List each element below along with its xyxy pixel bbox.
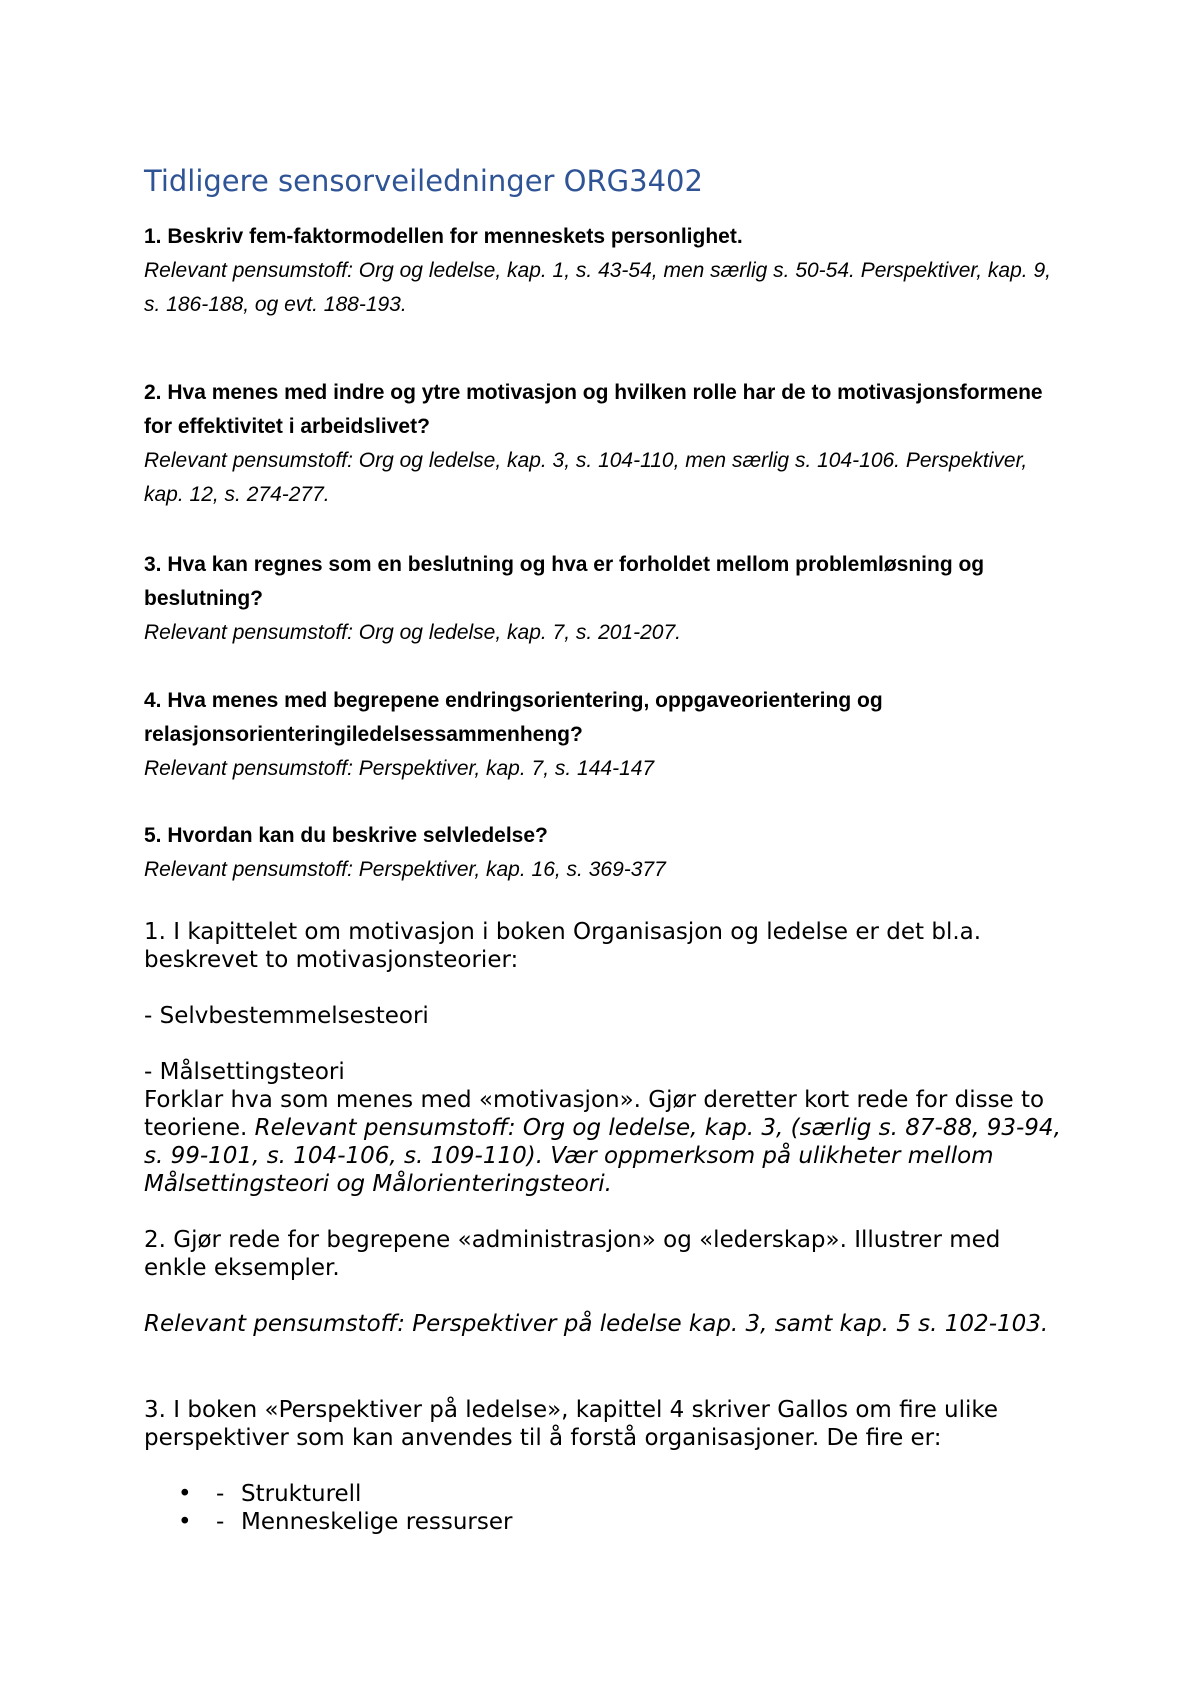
- section2-q1-body: [144, 1086, 1064, 1198]
- section2-question-3: [144, 1396, 1064, 1536]
- page-title: Tidligere sensorveiledninger ORG3402: [144, 164, 703, 198]
- bullet-text: Strukturell: [241, 1481, 362, 1507]
- section2-q3-bullet-list: [144, 1480, 1064, 1536]
- section2-q1-item-2: - Målsettingsteori: [144, 1059, 345, 1085]
- question-reference: Relevant pensumstoff: Perspektiver, kap. 16, s. 369-377: [144, 858, 666, 881]
- section2-q3-text: 3. I boken «Perspektiver på ledelse», kapittel 4 skriver Gallos om fire ulike perspektiver som kan anvendes til å forstå organisasjoner. De fire er:: [144, 1397, 999, 1451]
- question-reference: Relevant pensumstoff: Perspektiver, kap. 7, s. 144-147: [144, 757, 655, 780]
- question-reference: Relevant pensumstoff: Org og ledelse, kap. 1, s. 43-54, men særlig s. 50-54. Perspektiver, kap. 9, s. 186-188, og evt. 188-193.: [144, 259, 1051, 316]
- bullet-text: Menneskelige ressurser: [241, 1509, 513, 1535]
- section2-q2-reference: Relevant pensumstoff: Perspektiver på ledelse kap. 3, samt kap. 5 s. 102-103.: [144, 1311, 1049, 1337]
- bullet-dot-icon: •: [178, 1509, 192, 1535]
- section2-question-1: [144, 918, 1064, 1198]
- list-item: [144, 1480, 1064, 1508]
- section2-q1-task: Forklar hva som menes med «motivasjon». Gjør deretter kort rede for disse to teoriene.: [144, 1087, 1045, 1141]
- question-text: 3. Hva kan regnes som en beslutning og hva er forholdet mellom problemløsning og beslutning?: [144, 553, 985, 610]
- bullet-dash: -: [216, 1509, 225, 1535]
- section2-q2-text: 2. Gjør rede for begrepene «administrasjon» og «lederskap». Illustrer med enkle eksempler.: [144, 1227, 1001, 1281]
- question-block-2: [144, 376, 1064, 512]
- question-block-3: [144, 548, 1064, 650]
- question-block-4: [144, 684, 1064, 786]
- section2-question-2: [144, 1226, 1064, 1338]
- question-text: 2. Hva menes med indre og ytre motivasjon og hvilken rolle har de to motivasjonsformene for effektivitet i arbeidslivet?: [144, 381, 1043, 438]
- list-item: [144, 1508, 1064, 1536]
- question-reference: Relevant pensumstoff: Org og ledelse, kap. 7, s. 201-207.: [144, 621, 681, 644]
- question-text: 4. Hva menes med begrepene endringsorientering, oppgaveorientering og relasjonsorienteringiledelsessammenheng?: [144, 689, 883, 746]
- question-text: 1. Beskriv fem-faktormodellen for menneskets personlighet.: [144, 225, 743, 248]
- bullet-dash: -: [216, 1481, 225, 1507]
- section2-q1-item-1: - Selvbestemmelsesteori: [144, 1003, 429, 1029]
- section2-q1-intro: 1. I kapittelet om motivasjon i boken Organisasjon og ledelse er det bl.a. beskrevet to motivasjonsteorier:: [144, 919, 982, 973]
- question-block-5: [144, 819, 1064, 887]
- question-text: 5. Hvordan kan du beskrive selvledelse?: [144, 824, 548, 847]
- question-block-1: [144, 220, 1064, 322]
- question-reference: Relevant pensumstoff: Org og ledelse, kap. 3, s. 104-110, men særlig s. 104-106. Perspektiver, kap. 12, s. 274-277.: [144, 449, 1028, 506]
- section2-q1-reference: Relevant pensumstoff: Org og ledelse, kap. 3, (særlig s. 87-88, 93-94, s. 99-101, s. 104-106, s. 109-110). Vær oppmerksom på ulikheter mellom Målsettingsteori og Målorienteringsteori.: [144, 1115, 1061, 1197]
- bullet-dot-icon: •: [178, 1481, 192, 1507]
